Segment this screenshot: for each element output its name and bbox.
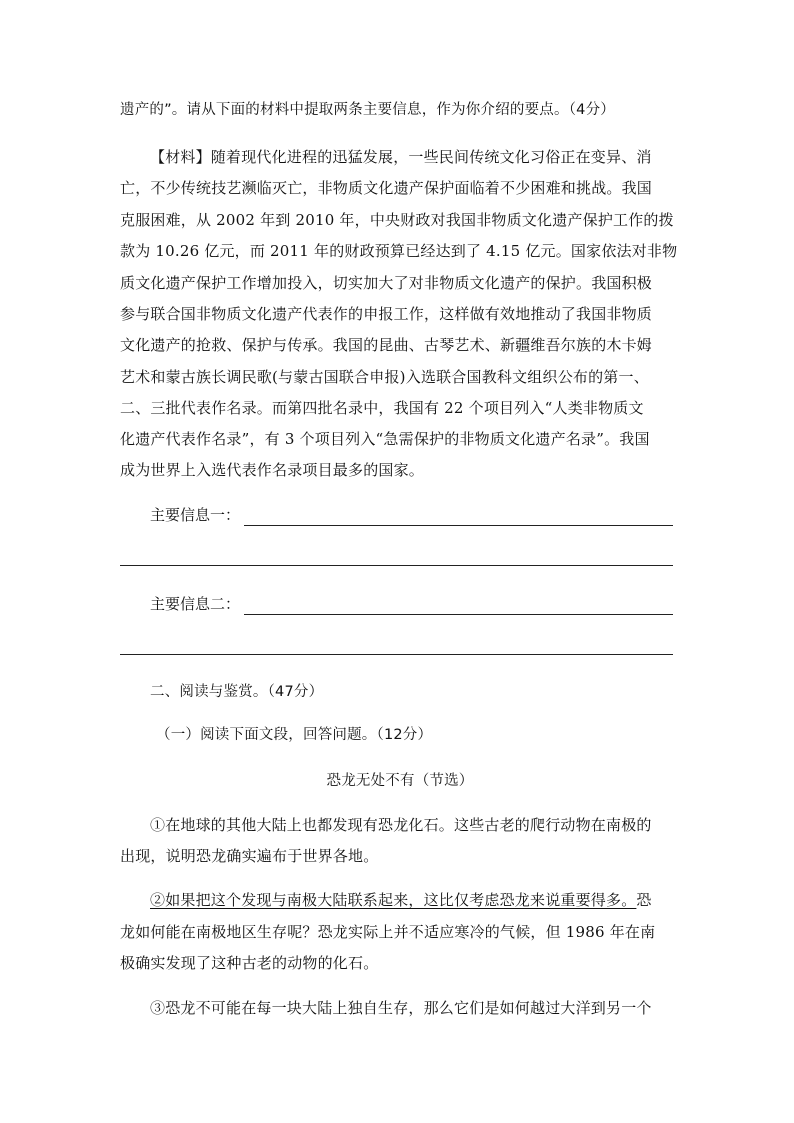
answer-line-1b[interactable] — [120, 565, 673, 566]
paragraph-1-line: ①在地球的其他大陆上也都发现有恐龙化石。这些古老的爬行动物在南极的 — [150, 816, 652, 834]
answer-row-1 — [150, 504, 673, 526]
answer-blank-1[interactable] — [244, 507, 673, 526]
paragraph-2-line: 极确实发现了这种古老的动物的化石。 — [120, 954, 379, 972]
paragraph-2-line — [150, 889, 680, 911]
paragraph-1-line: 出现，说明恐龙确实遍布于世界各地。 — [120, 847, 379, 865]
material-line: 成为世界上入选代表作名录项目最多的国家。 — [120, 461, 425, 479]
material-line: 参与联合国非物质文化遗产代表作的申报工作，这样做有效地推动了我国非物质 — [120, 305, 653, 323]
answer-line-2b[interactable] — [120, 654, 673, 655]
article-title: 恐龙无处不有（节选） — [326, 773, 474, 789]
material-line: 文化遗产的抢救、保护与传承。我国的昆曲、古琴艺术、新疆维吾尔族的木卡姆 — [120, 336, 653, 354]
material-line: 【材料】随着现代化进程的迅猛发展，一些民间传统文化习俗正在变异、消 — [150, 148, 652, 166]
section2-title: 二、阅读与鉴赏。（47分） — [150, 684, 324, 700]
paragraph-3-line: ③恐龙不可能在每一块大陆上独自生存，那么它们是如何越过大洋到另一个 — [150, 999, 652, 1017]
answer-blank-2[interactable] — [244, 596, 673, 615]
subsection1-title: （一）阅读下面文段，回答问题。（12分） — [156, 727, 433, 743]
paragraph-2-line: 龙如何能在南极地区生存呢？恐龙实际上并不适应寒冷的气候，但 1986 年在南 — [120, 923, 656, 941]
material-line: 化遗产代表作名录”，有 3 个项目列入“急需保护的非物质文化遗产名录”。我国 — [120, 430, 650, 448]
material-line: 艺术和蒙古族长调民歌(与蒙古国联合申报)入选联合国教科文组织公布的第一、 — [120, 368, 649, 386]
answer-row-2 — [150, 593, 673, 615]
paragraph-2-line1-rest: 恐 — [636, 891, 652, 909]
underlined-sentence: ②如果把这个发现与南极大陆联系起来，这比仅考虑恐龙来说重要得多。 — [150, 891, 637, 909]
material-line: 二、三批代表作名录。而第四批名录中，我国有 22 个项目列入“人类非物质文 — [120, 399, 644, 417]
material-line: 款为 10.26 亿元，而 2011 年的财政预算已经达到了 4.15 亿元。国家依法对非物 — [120, 242, 678, 260]
material-line: 克服困难，从 2002 年到 2010 年，中央财政对我国非物质文化遗产保护工作的拨 — [120, 211, 674, 229]
material-line: 质文化遗产保护工作增加投入，切实加大了对非物质文化遗产的保护。我国积极 — [120, 274, 653, 292]
material-line: 亡，不少传统技艺濒临灭亡，非物质文化遗产保护面临着不少困难和挑战。我国 — [120, 179, 653, 197]
answer-label-2: 主要信息二： — [150, 595, 241, 613]
answer-label-1: 主要信息一： — [150, 506, 241, 524]
question-intro: 遗产的”。请从下面的材料中提取两条主要信息，作为你介绍的要点。（4分） — [120, 102, 615, 118]
